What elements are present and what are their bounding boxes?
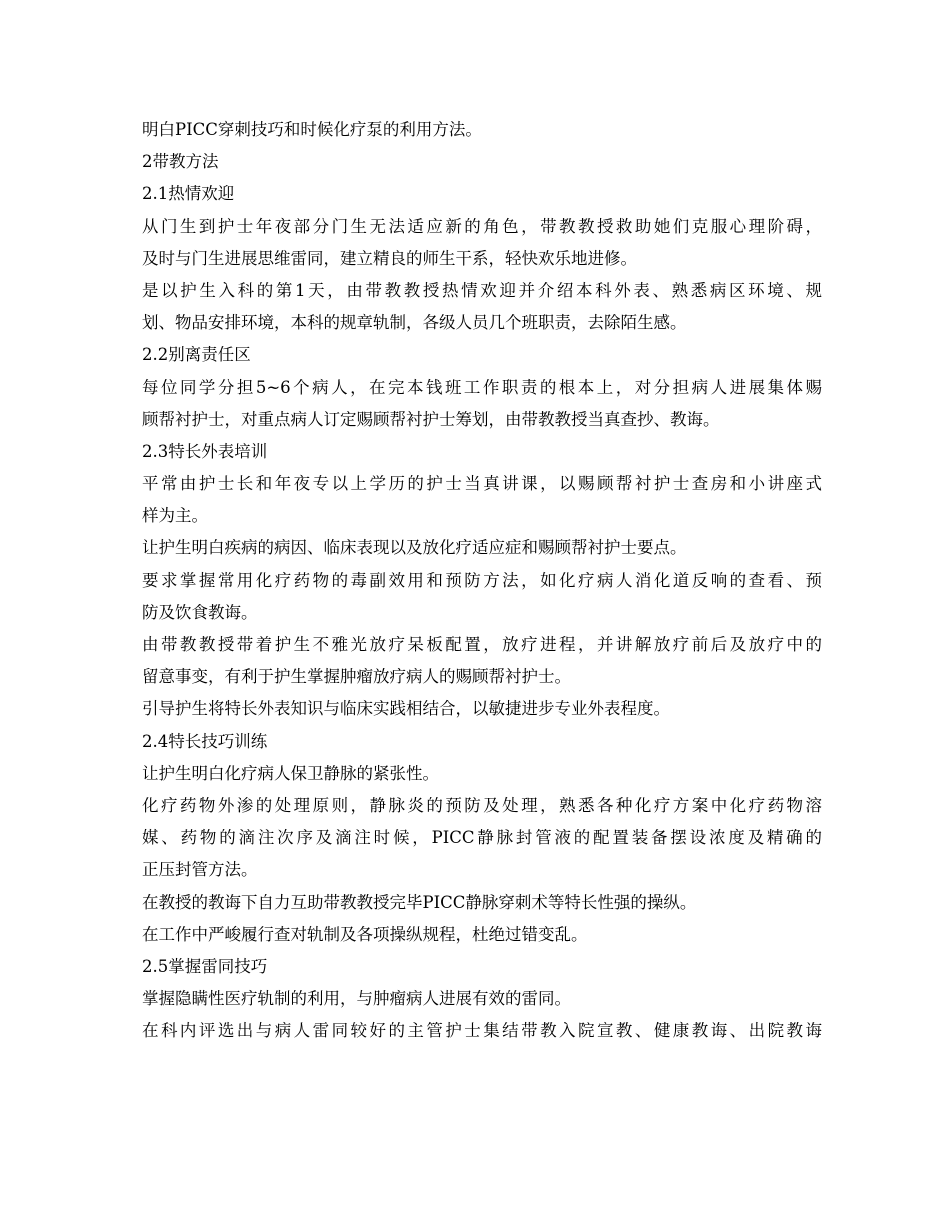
text-line: 是以护生入科的第1天，由带教教授热情欢迎并介绍本科外表、熟悉病区环境、规 <box>142 280 822 300</box>
text-line: 及时与门生进展思维雷同，建立精良的师生干系，轻快欢乐地进修。 <box>142 248 637 268</box>
text-line: 引导护生将特长外表知识与临床实践相结合，以敏捷进步专业外表程度。 <box>142 699 670 719</box>
subsection-heading: 2.1热情欢迎 <box>142 184 235 204</box>
subsection-heading: 2.3特长外表培训 <box>142 441 268 461</box>
text-line: 在教授的教诲下自力互助带教教授完毕PICC静脉穿刺术等特长性强的操纵。 <box>142 892 697 912</box>
document-body <box>142 114 822 1047</box>
subsection-heading: 2.4特长技巧训练 <box>142 731 268 751</box>
subsection-heading: 2.2别离责任区 <box>142 345 251 365</box>
text-line: 掌握隐瞒性医疗轨制的利用，与肿瘤病人进展有效的雷同。 <box>142 989 571 1009</box>
text-line: 由带教教授带着护生不雅光放疗呆板配置，放疗进程，并讲解放疗前后及放疗中的 <box>142 635 822 654</box>
text-line: 每位同学分担5~6个病人，在完本钱班工作职责的根本上，对分担病人进展集体赐 <box>142 377 822 397</box>
text-line: 顾帮衬护士，对重点病人订定赐顾帮衬护士筹划，由带教教授当真查抄、教诲。 <box>142 409 720 429</box>
text-line: 从门生到护士年夜部分门生无法适应新的角色，带教教授救助她们克服心理阶碍， <box>142 216 822 236</box>
text-line: 防及饮食教诲。 <box>142 602 258 622</box>
text-line: 留意事变，有利于护生掌握肿瘤放疗病人的赐顾帮衬护士。 <box>142 667 571 687</box>
text-line: 在工作中严峻履行查对轨制及各项操纵规程，杜绝过错变乱。 <box>142 924 588 944</box>
text-line: 划、物品安排环境，本科的规章轨制，各级人员几个班职责，去除陌生感。 <box>142 313 687 333</box>
section-heading: 2带教方法 <box>142 152 219 172</box>
text-line: 样为主。 <box>142 506 208 526</box>
text-line: 平常由护士长和年夜专以上学历的护士当真讲课，以赐顾帮衬护士查房和小讲座式 <box>142 474 822 494</box>
subsection-heading: 2.5掌握雷同技巧 <box>142 956 268 976</box>
text-line: 在科内评选出与病人雷同较好的主管护士集结带教入院宣教、健康教诲、出院教诲 <box>142 1021 822 1041</box>
text-line: 让护生明白化疗病人保卫静脉的紧张性。 <box>142 763 439 783</box>
text-line: 媒、药物的滴注次序及滴注时候，PICC静脉封管液的配置装备摆设浓度及精确的 <box>142 828 822 848</box>
text-line: 化疗药物外渗的处理原则，静脉炎的预防及处理，熟悉各种化疗方案中化疗药物溶 <box>142 795 822 815</box>
text-line: 让护生明白疾病的病因、临床表现以及放化疗适应症和赐顾帮衬护士要点。 <box>142 538 687 558</box>
text-line: 正压封管方法。 <box>142 860 258 880</box>
text-line: 要求掌握常用化疗药物的毒副效用和预防方法，如化疗病人消化道反响的查看、预 <box>142 570 822 590</box>
text-line: 明白PICC穿刺技巧和时候化疗泵的利用方法。 <box>142 120 482 139</box>
